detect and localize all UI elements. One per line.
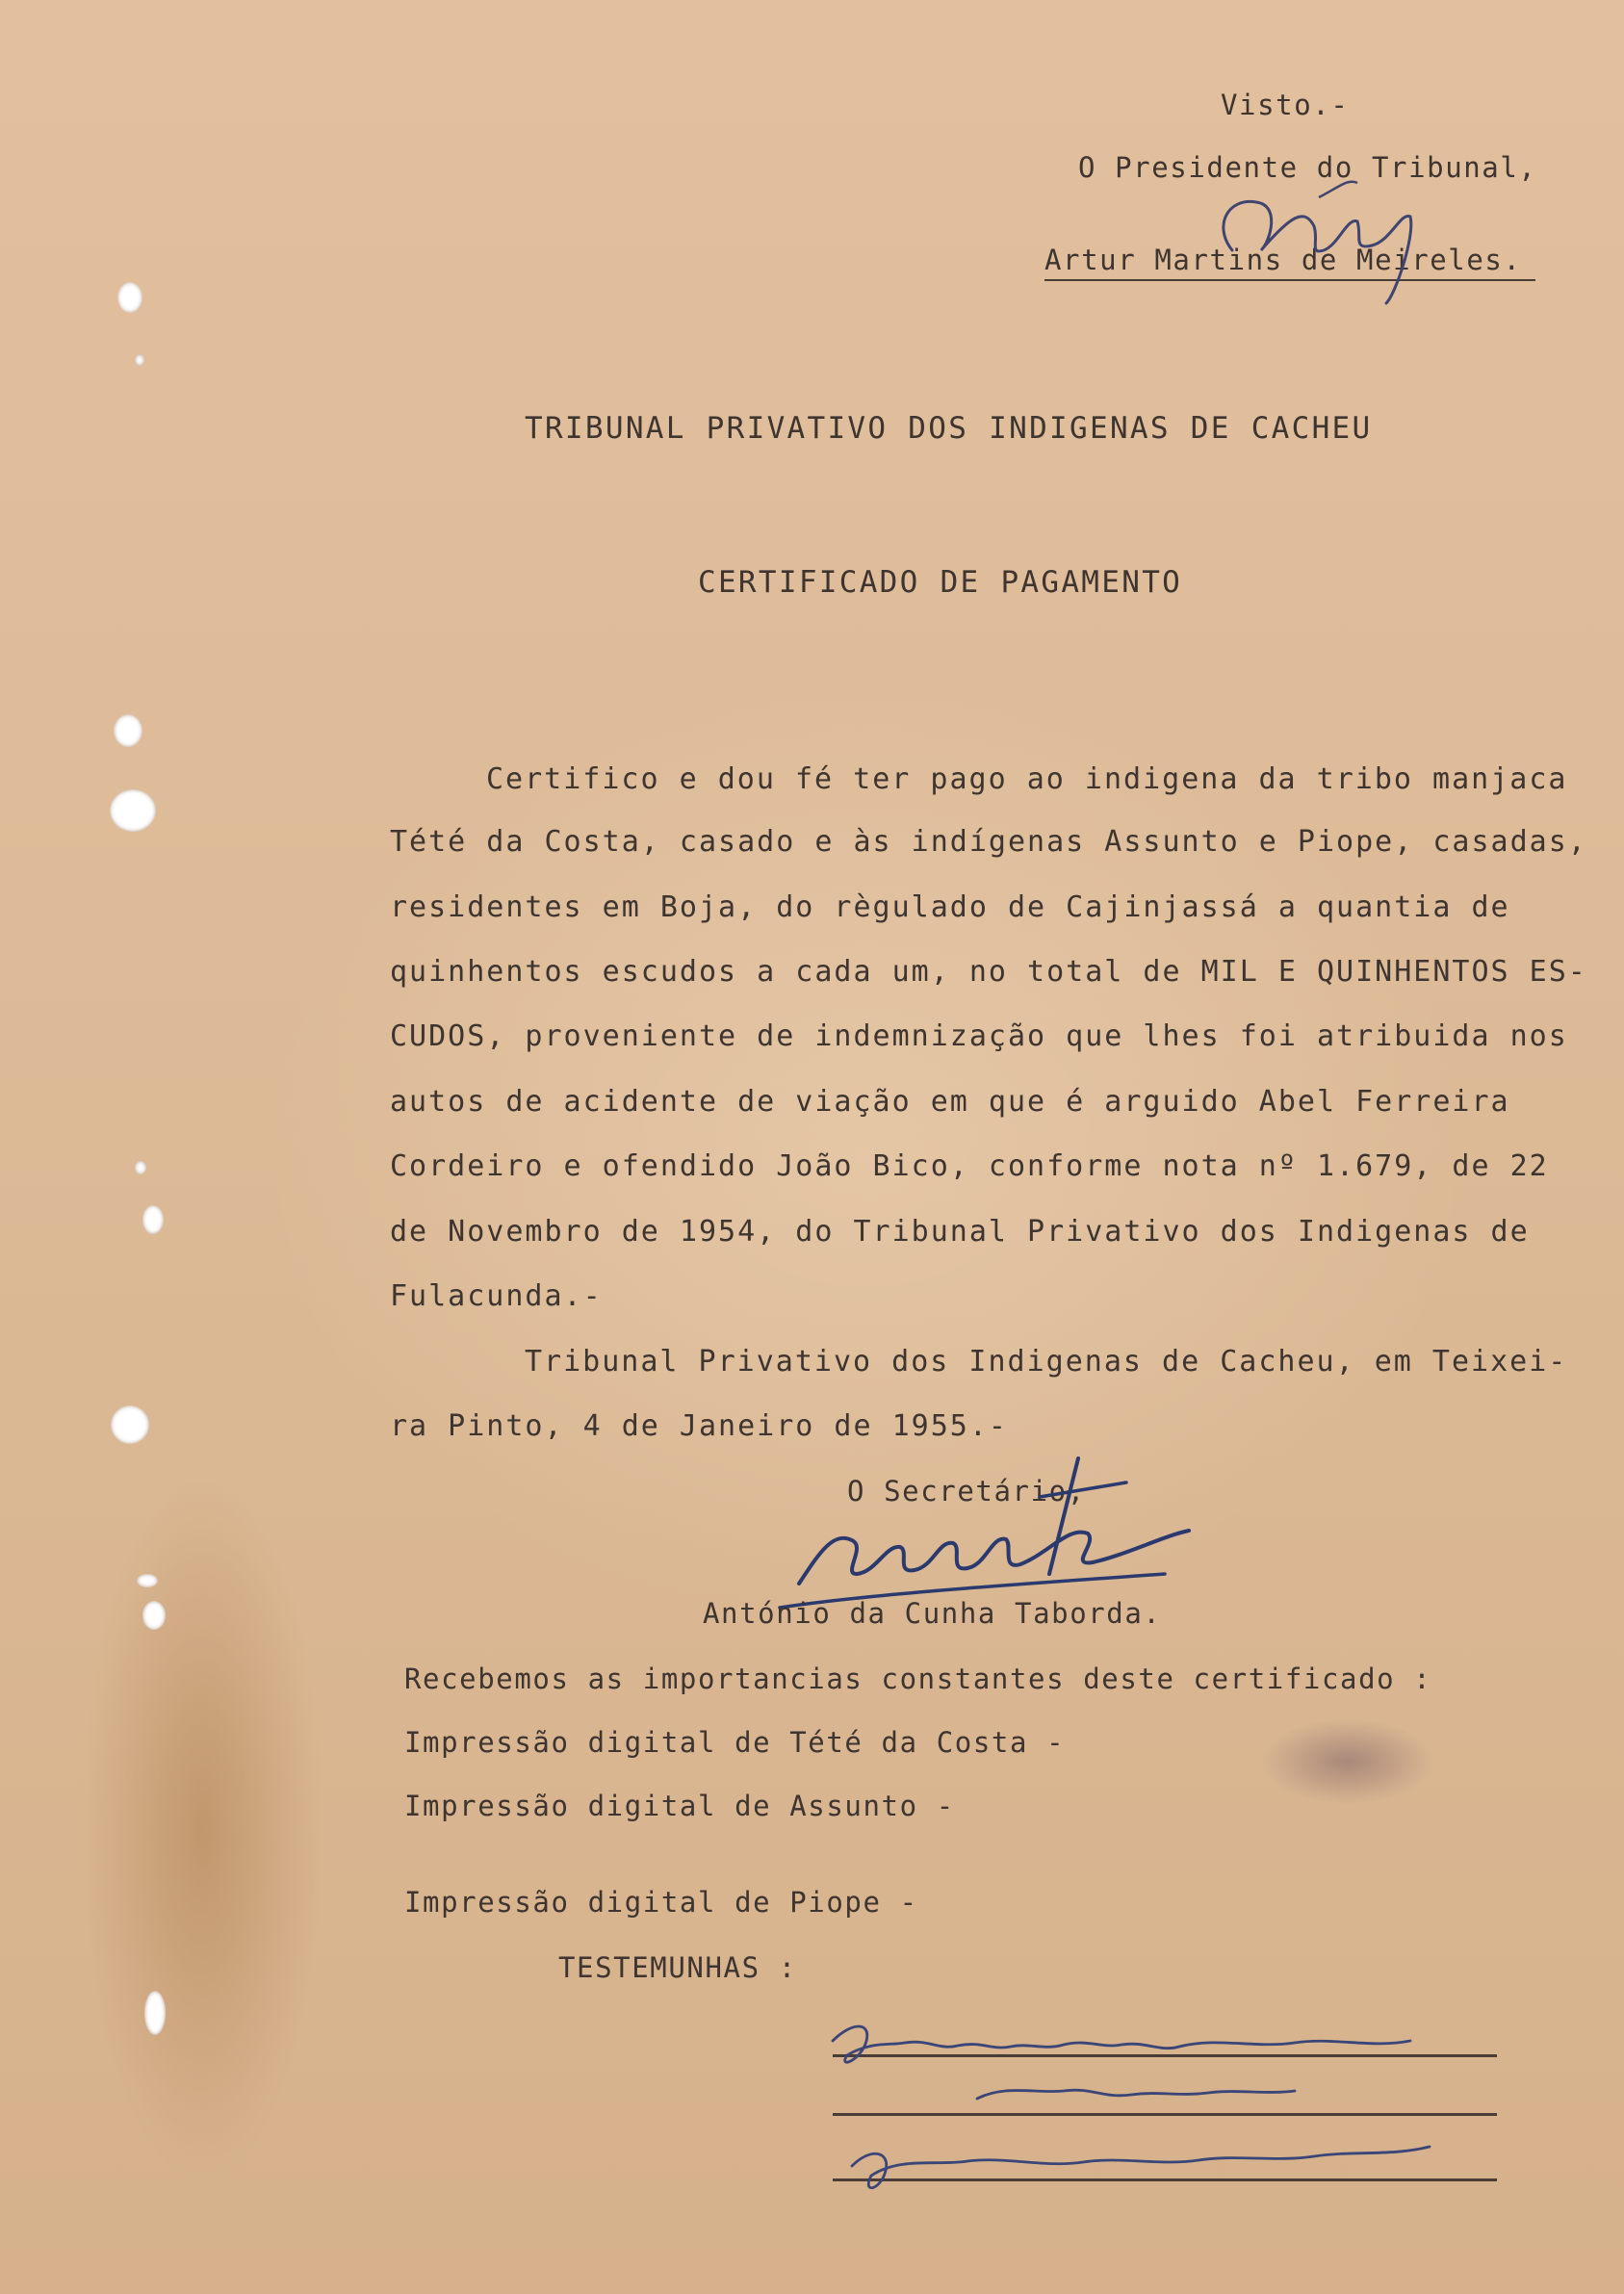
body-line: quinhentos escudos a cada um, no total de MIL E QUINHENTOS ES- — [390, 955, 1587, 989]
punch-hole — [144, 1991, 166, 2035]
place-date-line: Tribunal Privativo dos Indigenas de Cacheu, em Teixei- — [525, 1345, 1568, 1379]
secretario-name: António da Cunha Taborda. — [703, 1597, 1162, 1630]
witness-signature — [813, 2002, 1468, 2224]
receipt-line: Impressão digital de Tété da Costa - — [404, 1726, 1066, 1759]
body-line: Tété da Costa, casado e às indígenas Assunto e Piope, casadas, — [390, 825, 1587, 859]
receipt-line: Recebemos as importancias constantes deste certificado : — [404, 1663, 1432, 1695]
secretario-label: O Secretário, — [847, 1475, 1086, 1508]
punch-hole — [111, 1405, 149, 1444]
punch-hole — [137, 1574, 158, 1587]
body-line: Fulacunda.- — [390, 1279, 603, 1313]
body-line: CUDOS, proveniente de indemnização que lhes foi atribuida nos — [390, 1019, 1568, 1053]
punch-hole — [110, 789, 156, 832]
punch-hole — [117, 282, 142, 313]
punch-hole — [135, 354, 144, 366]
presidente-name: Artur Martins de Meireles. — [1044, 244, 1522, 276]
body-line: residentes em Boja, do règulado de Cajinjassá a quantia de — [390, 890, 1510, 924]
presidente-signature — [1203, 159, 1454, 303]
receipt-line: Impressão digital de Assunto - — [404, 1790, 955, 1822]
document-subtitle: CERTIFICADO DE PAGAMENTO — [698, 565, 1183, 600]
testemunhas-label: TESTEMUNHAS : — [558, 1951, 797, 1984]
secretario-signature — [760, 1439, 1203, 1612]
visto-label: Visto.- — [1221, 89, 1350, 121]
body-line: de Novembro de 1954, do Tribunal Privativo dos Indigenas de — [390, 1215, 1530, 1249]
body-line: Certifico e dou fé ter pago ao indigena da tribo manjaca — [486, 762, 1568, 796]
receipt-line: Impressão digital de Piope - — [404, 1886, 918, 1919]
body-line: autos de acidente de viação em que é arguido Abel Ferreira — [390, 1085, 1510, 1119]
place-date-line: ra Pinto, 4 de Janeiro de 1955.- — [390, 1409, 1008, 1443]
presidente-label: O Presidente do Tribunal, — [1078, 151, 1537, 184]
punch-hole — [135, 1161, 146, 1174]
fingerprint-mark — [1261, 1718, 1434, 1805]
body-line: Cordeiro e ofendido João Bico, conforme nota nº 1.679, de 22 — [390, 1149, 1549, 1183]
punch-hole — [142, 1205, 164, 1234]
punch-hole — [114, 714, 142, 747]
document-title: TRIBUNAL PRIVATIVO DOS INDIGENAS DE CACHEU — [525, 411, 1373, 446]
punch-hole — [142, 1601, 166, 1630]
